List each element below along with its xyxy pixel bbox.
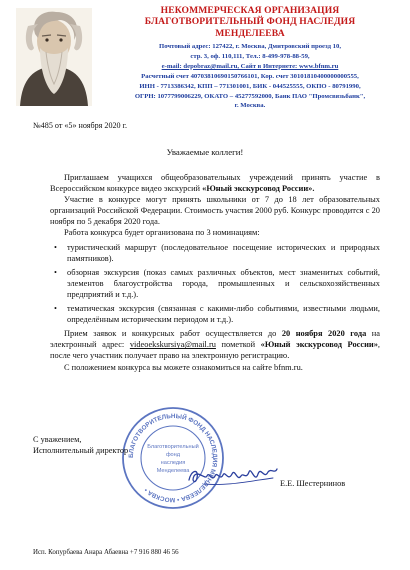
postal-address-line: Почтовый адрес: 127422, г. Москва, Дмитровский проезд 10,	[159, 43, 341, 50]
bank-account-line: Расчетный счет 40703810690150766101, Кор. счет 30101810400000000555,	[141, 72, 359, 80]
org-title-line: БЛАГОТВОРИТЕЛЬНЫЙ ФОНД НАСЛЕДИЯ	[144, 16, 356, 28]
submission-email-link[interactable]: videoekskursiya@mail.ru	[129, 340, 216, 350]
organization-contacts	[100, 42, 400, 111]
subject-mark: «Юный экскурсовод России»	[260, 340, 378, 350]
org-title-line: МЕНДЕЛЕЕВА	[215, 27, 285, 39]
closing-regards: С уважением,	[33, 435, 82, 444]
stamp-center-line: Благотворительный	[147, 444, 199, 450]
org-title-line: НЕКОММЕРЧЕСКАЯ ОРГАНИЗАЦИЯ	[160, 5, 340, 16]
list-item: • туристический маршрут (последовательное посещение исторических и природных памятников).	[54, 242, 380, 263]
stamp-center-line: наследия	[160, 460, 186, 466]
email-website-line[interactable]: e-mail: depobraz@mail.ru, Сайт в Интернете: www.bfnm.ru	[161, 62, 339, 70]
list-item: • тематическая экскурсия (связанная с какими-либо событиями, известными людьми, определённым историческим периодом и т.д.).	[54, 304, 380, 325]
organization-title	[100, 5, 400, 39]
stamp-center-line: фонд	[165, 452, 181, 458]
participation-paragraph: Участие в конкурсе могут принять школьники от 7 до 18 лет образовательных организаций Российской Федерации. Стоимость участия 2000 руб. Конкурс проводится с 20 ноября по 5 декабря 2020 года.	[50, 195, 380, 227]
regulations-paragraph: С положением конкурса вы можете ознакомиться на сайте bfnm.ru.	[64, 362, 303, 372]
organization-stamp	[118, 403, 228, 513]
handwritten-signature	[185, 460, 280, 490]
ogrn-bank-line: ОГРН: 1077799006229, ОКАТО – 45277592000, Банк ПАО "Промсвязьбанк",	[134, 92, 366, 100]
greeting: Уважаемые коллеги!	[166, 147, 244, 157]
letter-body	[50, 172, 380, 373]
stamp-center-line: Менделеева	[156, 468, 190, 474]
signer-name: Е.Е. Шестернинов	[280, 479, 346, 488]
bullet: •	[54, 267, 57, 277]
city-line: г. Москва.	[234, 102, 266, 110]
phone-line: стр. 3, оф. 110,111, Тел.: 8-499-978-88-59,	[190, 52, 310, 60]
mendeleev-portrait	[16, 8, 92, 106]
deadline-date: 20 ноября 2020 года	[281, 329, 367, 339]
nominations-list	[50, 242, 380, 326]
list-item: • обзорная экскурсия (показ самых различных объектов, мест знаменитых событий, элементов благоустройства города, промышленных и сельскохозяйственных предприятий и т.д.).	[54, 267, 380, 299]
signer-position: Исполнительный директор	[33, 446, 129, 455]
bullet: •	[54, 304, 57, 314]
stamp-ring-text: БЛАГОТВОРИТЕЛЬНЫЙ ФОНД НАСЛЕДИЯ МЕНДЕЛЕЕВА • МОСКВА •	[127, 412, 219, 504]
executor-note: Исп. Копурбаева Анара Абаевна +7 916 880 46 56	[33, 549, 179, 556]
deadline-paragraph: Прием заявок и конкурсных работ осуществляется до 20 ноября 2020 года на электронный адрес: videoekskursiya@mail.ru пометкой «Юный экскурсовод России», после чего участник получает право на электронную регистрацию.	[50, 329, 380, 361]
closing-block	[33, 434, 128, 456]
inn-kpp-line: ИНН - 7713386342, КПП – 771301001, БИК - 044525555, ОКПО - 80791990,	[139, 82, 361, 90]
bullet: •	[54, 242, 57, 252]
invitation-paragraph: Приглашаем учащихся общеобразовательных учреждений принять участие в Всероссийском конкурсе видео экскурсий «Юный экскурсовод России».	[50, 173, 380, 194]
letter-number: №485 от «5» ноября 2020 г.	[33, 121, 128, 130]
nominations-intro: Работа конкурса будет организована по 3 номинациям:	[64, 228, 260, 238]
contest-name: «Юный экскурсовод России».	[202, 184, 315, 194]
